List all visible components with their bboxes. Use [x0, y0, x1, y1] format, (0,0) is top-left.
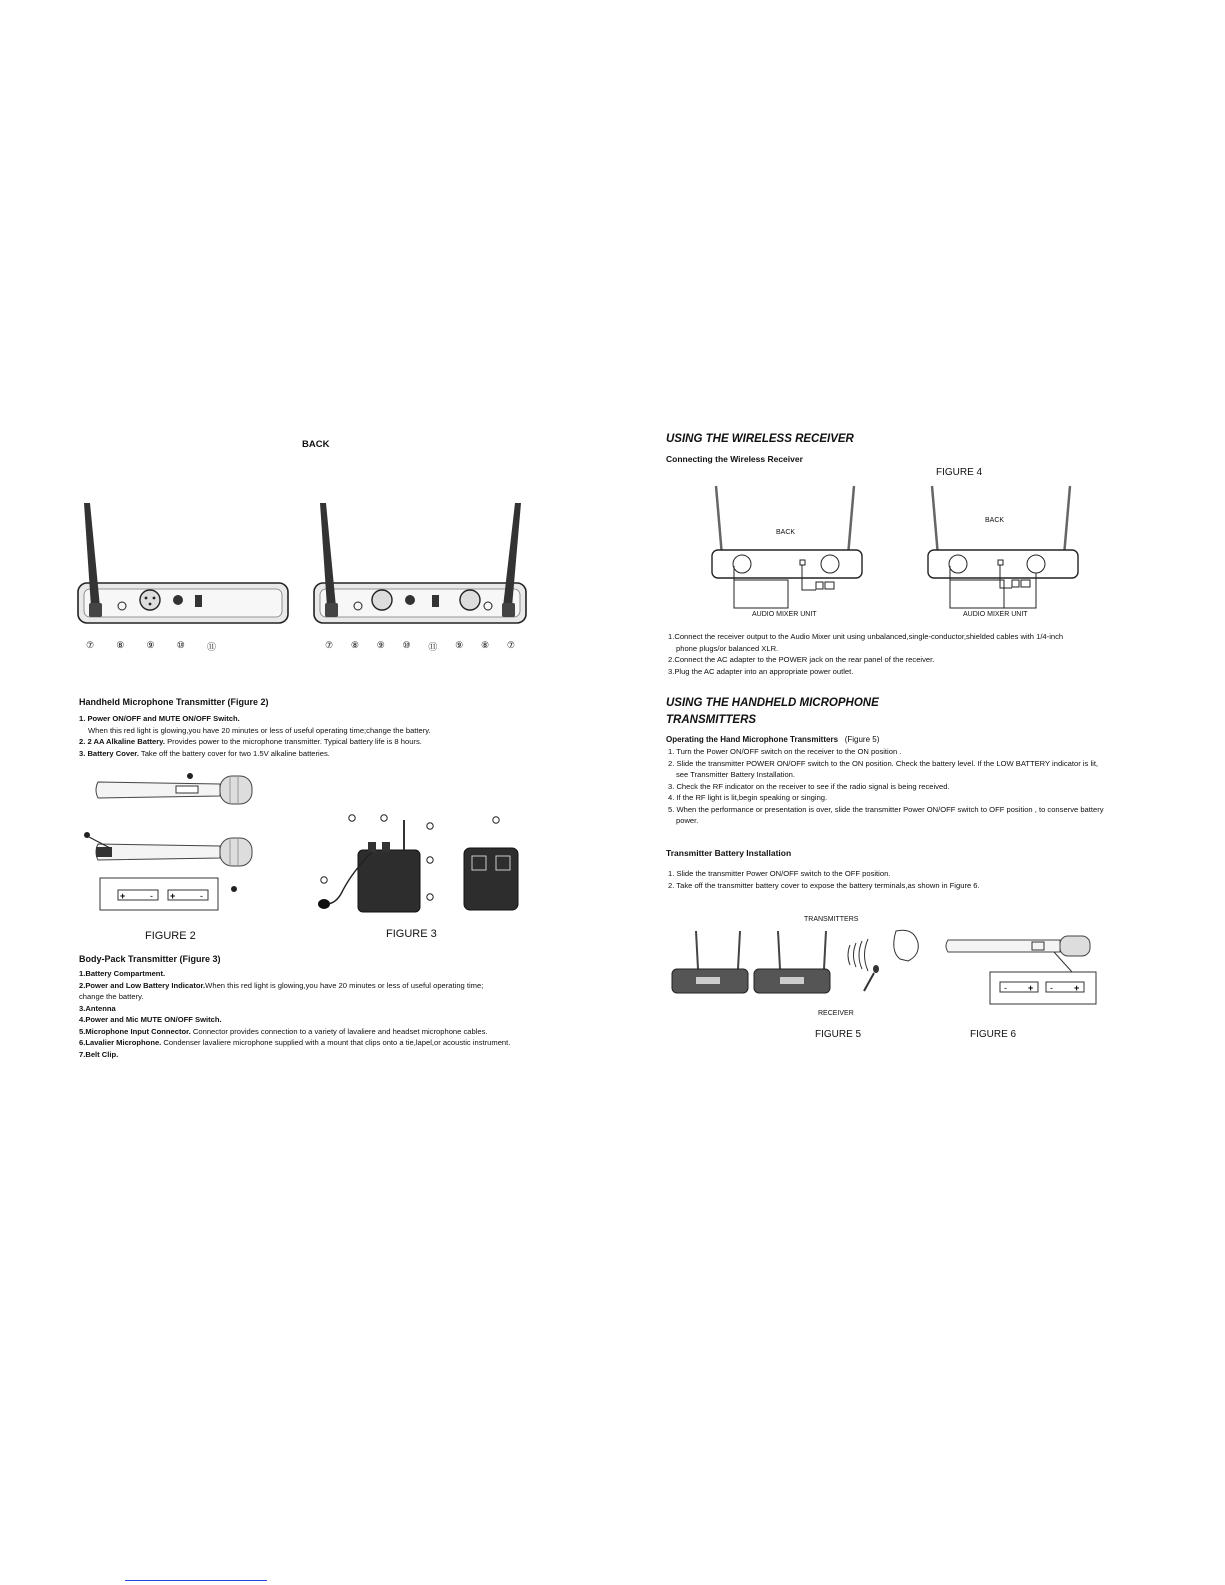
svg-text:-: -	[200, 891, 203, 901]
figure5-illustration	[668, 925, 928, 1005]
callout: ⑩	[402, 640, 411, 650]
bodypack-list	[79, 968, 510, 1060]
list-item: phone plugs/or balanced XLR.	[676, 643, 779, 653]
callout: ⑧	[481, 640, 490, 650]
dual-receiver-callouts	[325, 640, 515, 653]
battery-install-title: Transmitter Battery Installation	[666, 848, 792, 858]
list-item: 7.Belt Clip.	[79, 1049, 119, 1059]
list-item: 2. 2 AA Alkaline Battery. Provides power to the microphone transmitter. Typical battery life is 8 hours.	[79, 737, 422, 746]
figure5-caption: FIGURE 5	[815, 1029, 862, 1040]
list-item: 5. When the performance or presentation is over, slide the transmitter Power ON/OFF switch to OFF position , to conserve battery	[668, 804, 1104, 814]
list-item: 4. If the RF light is lit,begin speaking or singing.	[668, 793, 828, 802]
list-item: 3. Battery Cover. Take off the battery cover for two 1.5V alkaline batteries.	[79, 748, 330, 758]
callout: ⑪	[206, 642, 216, 652]
list-item: 3.Antenna	[79, 1003, 116, 1013]
footer-link-underline[interactable]	[125, 1580, 267, 1581]
figure6-illustration	[942, 928, 1107, 1008]
list-item: 3. Check the RF indicator on the receiver to see if the radio signal is being received.	[668, 781, 950, 791]
figure4-caption: FIGURE 4	[936, 467, 983, 478]
list-item: see Transmitter Battery Installation.	[676, 770, 796, 779]
callout: ⑨	[376, 640, 385, 650]
svg-text:-: -	[1004, 983, 1007, 993]
list-item: power.	[676, 816, 699, 825]
svg-text:-: -	[1050, 983, 1053, 993]
battery-steps	[668, 868, 980, 891]
list-item: 2. Slide the transmitter POWER ON/OFF switch to the ON position. Check the battery level. If the LOW BATTERY indicator is lit,	[668, 758, 1099, 768]
fig4-mixer-label-left: AUDIO MIXER UNIT	[752, 611, 817, 618]
back-label: BACK	[302, 439, 330, 450]
callout: ⑩	[176, 640, 185, 650]
single-receiver-callouts	[86, 640, 216, 653]
list-item: 5.Microphone Input Connector. Connector provides connection to a variety of lavaliere and headset microphone cables.	[79, 1026, 488, 1036]
list-item: change the battery.	[79, 992, 144, 1001]
handheld-title: Handheld Microphone Transmitter (Figure 2)	[79, 697, 269, 707]
fig4-back-label-right: BACK	[985, 517, 1005, 524]
callout: ⑧	[350, 640, 359, 650]
svg-text:+: +	[120, 891, 126, 901]
handheld-list	[79, 713, 431, 759]
bodypack-illustration	[312, 812, 522, 917]
fig4-mixer-label-right: AUDIO MIXER UNIT	[963, 611, 1028, 618]
list-item: 1. Power ON/OFF and MUTE ON/OFF Switch.	[79, 714, 240, 723]
fig5-receiver-label: RECEIVER	[818, 1010, 854, 1017]
callout: ⑧	[116, 640, 125, 650]
fig4-back-label-left: BACK	[776, 529, 796, 536]
list-item: 4.Power and Mic MUTE ON/OFF Switch.	[79, 1015, 222, 1024]
figure2-caption: FIGURE 2	[145, 930, 196, 942]
handheld-mic-illustration	[80, 772, 280, 917]
callout: ⑪	[428, 642, 438, 652]
list-item: 1.Connect the receiver output to the Audio Mixer unit using unbalanced,single-conductor,shielded cables with 1/4-inch	[668, 632, 1064, 641]
list-item: When this red light is glowing,you have 20 minutes or less of useful operating time;change the battery.	[88, 725, 431, 735]
list-item: 1. Slide the transmitter Power ON/OFF switch to the OFF position.	[668, 869, 891, 878]
operating-title: Operating the Hand Microphone Transmitters (Figure 5)	[666, 735, 880, 744]
callout: ⑨	[146, 640, 155, 650]
callout: ⑦	[506, 640, 515, 650]
section-title-wireless-receiver: USING THE WIRELESS RECEIVER	[666, 433, 854, 445]
figure4-single-diagram	[704, 484, 874, 612]
list-item: 1. Turn the Power ON/OFF switch on the receiver to the ON position .	[668, 747, 902, 756]
connecting-subtitle: Connecting the Wireless Receiver	[666, 454, 803, 464]
list-item: 2. Take off the transmitter battery cover to expose the battery terminals,as shown in Figure 6.	[668, 880, 980, 890]
list-item: 1.Battery Compartment.	[79, 969, 166, 978]
figure4-dual-diagram	[920, 484, 1090, 612]
svg-text:+: +	[170, 891, 176, 901]
svg-text:-: -	[150, 891, 153, 901]
connect-steps	[668, 631, 1063, 677]
fig5-transmitters-label: TRANSMITTERS	[804, 916, 859, 923]
callout: ⑨	[455, 640, 464, 650]
section-title-handheld-line1: USING THE HANDHELD MICROPHONE	[666, 697, 879, 709]
figure6-caption: FIGURE 6	[970, 1029, 1017, 1040]
svg-text:+: +	[1028, 983, 1034, 993]
svg-text:+: +	[1074, 983, 1080, 993]
figure3-caption: FIGURE 3	[386, 928, 437, 940]
list-item: 3.Plug the AC adapter into an appropriate power outlet.	[668, 666, 854, 676]
dual-receiver-back-illustration	[310, 495, 532, 630]
list-item: 2.Power and Low Battery Indicator.When this red light is glowing,you have 20 minutes or less of useful operating time;	[79, 980, 484, 990]
callout: ⑦	[86, 640, 95, 650]
list-item: 6.Lavalier Microphone. Condenser lavaliere microphone supplied with a mount that clips onto a tie,lapel,or acoustic instrument.	[79, 1038, 511, 1047]
callout: ⑦	[325, 640, 334, 650]
section-title-handheld-line2: TRANSMITTERS	[666, 714, 757, 726]
list-item: 2.Connect the AC adapter to the POWER jack on the rear panel of the receiver.	[668, 655, 935, 664]
single-receiver-back-illustration	[74, 495, 294, 630]
operating-steps	[668, 746, 1104, 827]
bodypack-title: Body-Pack Transmitter (Figure 3)	[79, 954, 221, 964]
